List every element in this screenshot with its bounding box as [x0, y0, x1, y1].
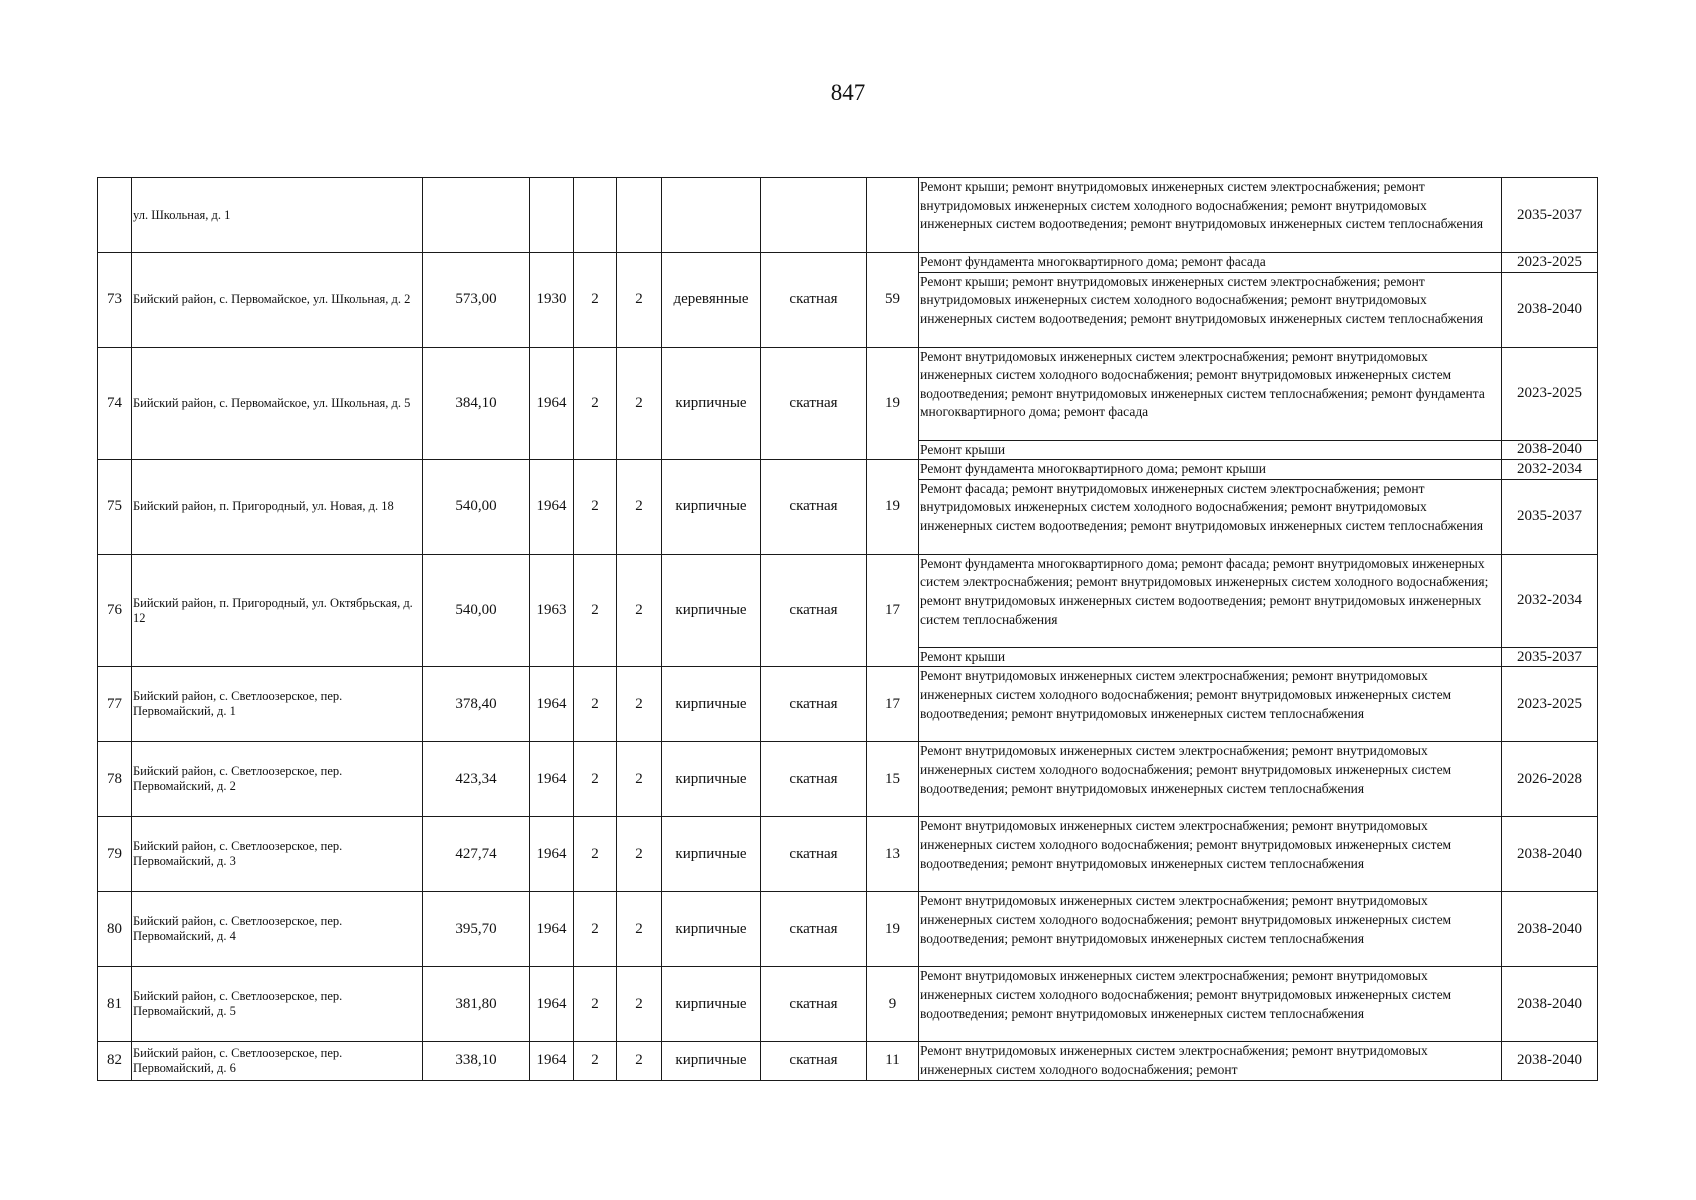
table-row — [98, 817, 1598, 892]
entrances-cell: 2 — [617, 667, 662, 742]
table-row — [98, 1042, 1598, 1080]
floors-cell: 2 — [574, 460, 617, 555]
repair-works-cell: Ремонт внутридомовых инженерных систем электроснабжения; ремонт внутридомовых инженерных систем холодного водоснабжения; ремонт внутридомовых инженерных систем водоотведения; ремонт внутридомовых инженерных систем теплоснабжения — [919, 892, 1502, 967]
row-number — [98, 178, 132, 253]
repair-works-cell: Ремонт внутридомовых инженерных систем электроснабжения; ремонт внутридомовых инженерных систем холодного водоснабжения; ремонт внутридомовых инженерных систем водоотведения; ремонт внутридомовых инженерных систем теплоснабжения — [919, 742, 1502, 817]
row-number: 74 — [98, 347, 132, 460]
area-cell: 423,34 — [423, 742, 530, 817]
repair-period-cell: 2023-2025 — [1502, 667, 1598, 742]
roof-type-cell: скатная — [761, 347, 867, 460]
build-year-cell: 1930 — [530, 253, 574, 348]
roof-type-cell: скатная — [761, 554, 867, 667]
wear-percent-cell: 17 — [867, 554, 919, 667]
row-number: 76 — [98, 554, 132, 667]
roof-type-cell: скатная — [761, 1042, 867, 1080]
table-row — [98, 667, 1598, 742]
floors-cell: 2 — [574, 1042, 617, 1080]
repair-period-cell: 2032-2034 — [1502, 460, 1598, 480]
wall-material-cell — [662, 178, 761, 253]
wall-material-cell: кирпичные — [662, 460, 761, 555]
wall-material-cell: кирпичные — [662, 347, 761, 460]
wear-percent-cell — [867, 178, 919, 253]
repair-works-cell: Ремонт фундамента многоквартирного дома; ремонт фасада — [919, 253, 1502, 273]
build-year-cell: 1964 — [530, 347, 574, 460]
floors-cell: 2 — [574, 253, 617, 348]
row-number: 81 — [98, 967, 132, 1042]
wall-material-cell: деревянные — [662, 253, 761, 348]
repair-period-cell: 2038-2040 — [1502, 1042, 1598, 1080]
repair-works-cell: Ремонт крыши; ремонт внутридомовых инженерных систем электроснабжения; ремонт внутридомовых инженерных систем холодного водоснабжения; ремонт внутридомовых инженерных систем водоотведения; ремонт внутридомовых инженерных систем теплоснабжения — [919, 272, 1502, 347]
address-cell: Бийский район, с. Светлоозерское, пер. Первомайский, д. 4 — [132, 892, 423, 967]
table-row — [98, 892, 1598, 967]
repair-period-cell: 2038-2040 — [1502, 817, 1598, 892]
wall-material-cell: кирпичные — [662, 967, 761, 1042]
entrances-cell: 2 — [617, 347, 662, 460]
table-row — [98, 178, 1598, 253]
repair-period-cell: 2035-2037 — [1502, 178, 1598, 253]
entrances-cell: 2 — [617, 554, 662, 667]
entrances-cell: 2 — [617, 253, 662, 348]
area-cell: 540,00 — [423, 554, 530, 667]
roof-type-cell: скатная — [761, 967, 867, 1042]
address-cell: ул. Школьная, д. 1 — [132, 178, 423, 253]
floors-cell: 2 — [574, 817, 617, 892]
row-number: 80 — [98, 892, 132, 967]
area-cell: 381,80 — [423, 967, 530, 1042]
table-row — [98, 347, 1598, 440]
build-year-cell: 1964 — [530, 667, 574, 742]
wear-percent-cell: 11 — [867, 1042, 919, 1080]
entrances-cell: 2 — [617, 967, 662, 1042]
build-year-cell: 1963 — [530, 554, 574, 667]
wall-material-cell: кирпичные — [662, 1042, 761, 1080]
roof-type-cell: скатная — [761, 817, 867, 892]
entrances-cell: 2 — [617, 1042, 662, 1080]
row-number: 82 — [98, 1042, 132, 1080]
wear-percent-cell: 19 — [867, 892, 919, 967]
table-row — [98, 554, 1598, 647]
wear-percent-cell: 59 — [867, 253, 919, 348]
repair-works-cell: Ремонт фундамента многоквартирного дома; ремонт крыши — [919, 460, 1502, 480]
repair-works-cell: Ремонт внутридомовых инженерных систем электроснабжения; ремонт внутридомовых инженерных систем холодного водоснабжения; ремонт внутридомовых инженерных систем водоотведения; ремонт внутридомовых инженерных систем теплоснабжения; ремонт фундамента многоквартирного дома; ремонт фасада — [919, 347, 1502, 440]
entrances-cell: 2 — [617, 742, 662, 817]
floors-cell: 2 — [574, 667, 617, 742]
roof-type-cell: скатная — [761, 253, 867, 348]
repair-period-cell: 2038-2040 — [1502, 892, 1598, 967]
table-row — [98, 253, 1598, 273]
repair-works-cell: Ремонт фасада; ремонт внутридомовых инженерных систем электроснабжения; ремонт внутридомовых инженерных систем холодного водоснабжения; ремонт внутридомовых инженерных систем водоотведения; ремонт внутридомовых инженерных систем теплоснабжения — [919, 479, 1502, 554]
address-cell: Бийский район, с. Первомайское, ул. Школьная, д. 2 — [132, 253, 423, 348]
repair-period-cell: 2032-2034 — [1502, 554, 1598, 647]
wear-percent-cell: 17 — [867, 667, 919, 742]
build-year-cell — [530, 178, 574, 253]
area-cell: 378,40 — [423, 667, 530, 742]
address-cell: Бийский район, п. Пригородный, ул. Октябрьская, д. 12 — [132, 554, 423, 667]
area-cell: 395,70 — [423, 892, 530, 967]
wall-material-cell: кирпичные — [662, 667, 761, 742]
wear-percent-cell: 19 — [867, 460, 919, 555]
roof-type-cell: скатная — [761, 892, 867, 967]
floors-cell: 2 — [574, 742, 617, 817]
repair-period-cell: 2035-2037 — [1502, 479, 1598, 554]
registry-body — [98, 178, 1598, 1081]
row-number: 77 — [98, 667, 132, 742]
page-number: 847 — [830, 80, 866, 105]
wear-percent-cell: 13 — [867, 817, 919, 892]
repair-works-cell: Ремонт крыши — [919, 647, 1502, 667]
row-number: 78 — [98, 742, 132, 817]
repair-works-cell: Ремонт крыши; ремонт внутридомовых инженерных систем электроснабжения; ремонт внутридомовых инженерных систем холодного водоснабжения; ремонт внутридомовых инженерных систем водоотведения; ремонт внутридомовых инженерных систем теплоснабжения — [919, 178, 1502, 253]
build-year-cell: 1964 — [530, 967, 574, 1042]
wear-percent-cell: 19 — [867, 347, 919, 460]
wear-percent-cell: 9 — [867, 967, 919, 1042]
address-cell: Бийский район, с. Светлоозерское, пер. Первомайский, д. 2 — [132, 742, 423, 817]
area-cell: 338,10 — [423, 1042, 530, 1080]
entrances-cell: 2 — [617, 817, 662, 892]
floors-cell: 2 — [574, 347, 617, 460]
area-cell: 573,00 — [423, 253, 530, 348]
repair-period-cell: 2038-2040 — [1502, 967, 1598, 1042]
address-cell: Бийский район, с. Светлоозерское, пер. Первомайский, д. 5 — [132, 967, 423, 1042]
repair-works-cell: Ремонт внутридомовых инженерных систем электроснабжения; ремонт внутридомовых инженерных систем холодного водоснабжения; ремонт внутридомовых инженерных систем водоотведения; ремонт внутридомовых инженерных систем теплоснабжения — [919, 817, 1502, 892]
repair-works-cell: Ремонт фундамента многоквартирного дома; ремонт фасада; ремонт внутридомовых инженерных систем электроснабжения; ремонт внутридомовых инженерных систем холодного водоснабжения; ремонт внутридомовых инженерных систем водоотведения; ремонт внутридомовых инженерных систем теплоснабжения — [919, 554, 1502, 647]
wear-percent-cell: 15 — [867, 742, 919, 817]
entrances-cell: 2 — [617, 460, 662, 555]
entrances-cell: 2 — [617, 892, 662, 967]
repair-works-cell: Ремонт внутридомовых инженерных систем электроснабжения; ремонт внутридомовых инженерных систем холодного водоснабжения; ремонт внутридомовых инженерных систем водоотведения; ремонт внутридомовых инженерных систем теплоснабжения — [919, 667, 1502, 742]
table-row — [98, 460, 1598, 480]
roof-type-cell: скатная — [761, 667, 867, 742]
registry-table — [97, 177, 1598, 1081]
build-year-cell: 1964 — [530, 460, 574, 555]
area-cell: 384,10 — [423, 347, 530, 460]
address-cell: Бийский район, п. Пригородный, ул. Новая, д. 18 — [132, 460, 423, 555]
repair-period-cell: 2023-2025 — [1502, 253, 1598, 273]
repair-period-cell: 2035-2037 — [1502, 647, 1598, 667]
address-cell: Бийский район, с. Светлоозерское, пер. Первомайский, д. 1 — [132, 667, 423, 742]
repair-works-cell: Ремонт внутридомовых инженерных систем электроснабжения; ремонт внутридомовых инженерных систем холодного водоснабжения; ремонт внутридомовых инженерных систем водоотведения; ремонт внутридомовых инженерных систем теплоснабжения — [919, 967, 1502, 1042]
build-year-cell: 1964 — [530, 742, 574, 817]
area-cell — [423, 178, 530, 253]
address-cell: Бийский район, с. Первомайское, ул. Школьная, д. 5 — [132, 347, 423, 460]
row-number: 75 — [98, 460, 132, 555]
roof-type-cell: скатная — [761, 460, 867, 555]
wall-material-cell: кирпичные — [662, 892, 761, 967]
table-row — [98, 967, 1598, 1042]
area-cell: 540,00 — [423, 460, 530, 555]
roof-type-cell: скатная — [761, 742, 867, 817]
row-number: 73 — [98, 253, 132, 348]
build-year-cell: 1964 — [530, 817, 574, 892]
floors-cell — [574, 178, 617, 253]
wall-material-cell: кирпичные — [662, 742, 761, 817]
floors-cell: 2 — [574, 892, 617, 967]
repair-works-cell: Ремонт крыши — [919, 440, 1502, 460]
area-cell: 427,74 — [423, 817, 530, 892]
repair-period-cell: 2038-2040 — [1502, 440, 1598, 460]
row-number: 79 — [98, 817, 132, 892]
repair-period-cell: 2038-2040 — [1502, 272, 1598, 347]
table-row — [98, 742, 1598, 817]
repair-works-cell: Ремонт внутридомовых инженерных систем электроснабжения; ремонт внутридомовых инженерных систем холодного водоснабжения; ремонт — [919, 1042, 1502, 1080]
repair-period-cell: 2023-2025 — [1502, 347, 1598, 440]
roof-type-cell — [761, 178, 867, 253]
wall-material-cell: кирпичные — [662, 817, 761, 892]
floors-cell: 2 — [574, 967, 617, 1042]
repair-period-cell: 2026-2028 — [1502, 742, 1598, 817]
build-year-cell: 1964 — [530, 892, 574, 967]
address-cell: Бийский район, с. Светлоозерское, пер. Первомайский, д. 3 — [132, 817, 423, 892]
build-year-cell: 1964 — [530, 1042, 574, 1080]
entrances-cell — [617, 178, 662, 253]
address-cell: Бийский район, с. Светлоозерское, пер. Первомайский, д. 6 — [132, 1042, 423, 1080]
wall-material-cell: кирпичные — [662, 554, 761, 667]
floors-cell: 2 — [574, 554, 617, 667]
